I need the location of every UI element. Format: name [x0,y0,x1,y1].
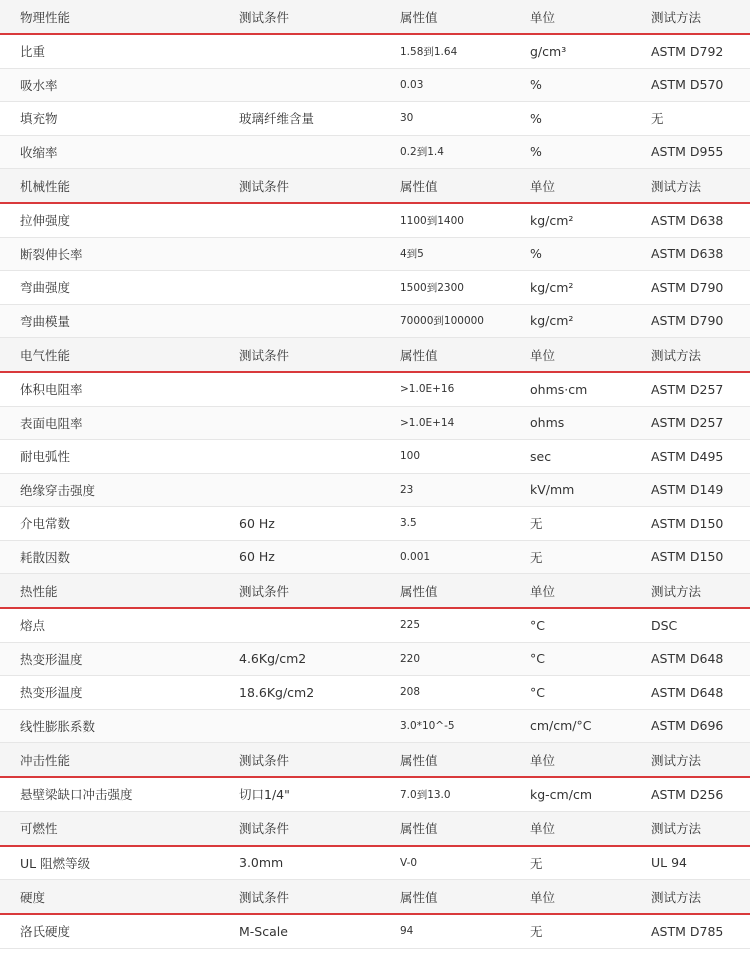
table-row [0,915,750,949]
section-header [0,880,750,915]
table-row [0,847,750,881]
property-name: 吸水率 [20,77,58,93]
unit: kV/mm [530,482,575,498]
property-name: 体积电阻率 [20,382,83,398]
table-row [0,710,750,744]
unit: cm/cm/°C [530,718,592,734]
unit: g/cm³ [530,43,567,59]
table-row [0,102,750,136]
header-value: 属性值 [400,821,438,836]
header-condition: 测试条件 [239,821,290,836]
unit: 无 [530,516,543,532]
table-row [0,305,750,339]
table-row [0,271,750,305]
property-value: 1500到2300 [400,281,464,294]
property-value: 23 [400,483,414,496]
property-value: >1.0E+14 [400,416,455,429]
property-name: 介电常数 [20,516,71,532]
property-name: 耗散因数 [20,549,71,565]
header-method: 测试方法 [651,178,702,194]
test-condition: 18.6Kg/cm2 [239,684,315,700]
test-method: UL 94 [651,855,687,871]
test-method: ASTM D257 [651,415,724,431]
header-unit: 单位 [530,752,556,768]
unit: % [530,246,542,262]
section-header [0,0,750,35]
unit: % [530,77,542,93]
section-header [0,169,750,204]
section-title: 热性能 [20,583,58,599]
test-method: ASTM D648 [651,651,724,667]
test-condition: 60 Hz [239,515,275,531]
header-value: 属性值 [400,583,438,599]
property-value: 3.5 [400,517,417,530]
table-row [0,676,750,710]
property-value: V-0 [400,856,418,869]
property-name: 绝缘穿击强度 [20,482,96,498]
header-unit: 单位 [530,347,556,363]
property-name: 拉伸强度 [20,213,71,229]
test-method: ASTM D648 [651,684,724,700]
test-method: ASTM D792 [651,43,724,59]
unit: % [530,110,542,126]
test-method: DSC [651,617,678,633]
test-method: ASTM D696 [651,718,724,734]
test-method: ASTM D150 [651,515,724,531]
header-condition: 测试条件 [239,9,290,25]
property-name: 洛氏硬度 [20,924,71,940]
property-value: 4到5 [400,248,424,261]
table-row [0,643,750,677]
property-name: 填充物 [20,111,58,127]
property-value: 100 [400,450,421,463]
unit: 无 [530,855,543,871]
header-value: 属性值 [400,347,438,363]
section-header [0,743,750,778]
test-method: ASTM D785 [651,923,724,939]
header-condition: 测试条件 [239,889,290,905]
header-method: 测试方法 [651,821,702,836]
header-method: 测试方法 [651,889,702,905]
table-row [0,474,750,508]
table-row [0,778,750,812]
header-condition: 测试条件 [239,752,290,768]
unit: ohms [530,415,565,431]
unit: °C [530,617,545,633]
property-name: 热变形温度 [20,651,83,667]
property-name: 收缩率 [20,144,58,160]
test-method: ASTM D790 [651,279,724,295]
unit: % [530,144,542,160]
property-value: 0.001 [400,550,431,563]
property-value: 30 [400,112,414,125]
table-row [0,204,750,238]
property-value: 0.03 [400,78,424,91]
table-row [0,136,750,170]
header-condition: 测试条件 [239,583,290,599]
header-unit: 单位 [530,9,556,25]
property-name: 比重 [20,44,46,60]
unit: 无 [530,924,543,940]
unit: kg/cm² [530,279,574,295]
unit: kg-cm/cm [530,786,592,802]
unit: kg/cm² [530,212,574,228]
test-method: ASTM D150 [651,549,724,565]
property-name: 表面电阻率 [20,415,83,431]
section-title: 电气性能 [20,347,71,363]
test-method: ASTM D638 [651,246,724,262]
property-value: 1100到1400 [400,214,464,227]
unit: ohms·cm [530,381,588,397]
header-unit: 单位 [530,178,556,194]
section-title: 物理性能 [20,9,71,25]
header-condition: 测试条件 [239,347,290,363]
table-row [0,69,750,103]
property-value: 220 [400,652,421,665]
table-row [0,609,750,643]
test-condition: 4.6Kg/cm2 [239,651,307,667]
header-unit: 单位 [530,889,556,905]
table-row [0,507,750,541]
test-condition: 60 Hz [239,549,275,565]
property-value: 0.2到1.4 [400,146,444,159]
section-header [0,812,750,847]
table-row [0,440,750,474]
header-value: 属性值 [400,178,438,194]
property-name: 热变形温度 [20,685,83,701]
test-method: ASTM D256 [651,786,724,802]
property-value: 94 [400,925,414,938]
property-name: 弯曲强度 [20,280,71,296]
header-value: 属性值 [400,752,438,768]
unit: kg/cm² [530,313,574,329]
property-value: 3.0*10^-5 [400,719,455,732]
section-header [0,574,750,609]
header-unit: 单位 [530,821,556,836]
header-value: 属性值 [400,9,438,25]
property-value: 70000到100000 [400,315,484,328]
header-method: 测试方法 [651,583,702,599]
section-title: 机械性能 [20,178,71,194]
test-condition: 3.0mm [239,855,284,871]
test-method: ASTM D495 [651,448,724,464]
property-value: >1.0E+16 [400,383,455,396]
header-method: 测试方法 [651,9,702,25]
section-title: 冲击性能 [20,752,71,768]
header-method: 测试方法 [651,347,702,363]
property-name: UL 阻燃等级 [20,855,91,871]
unit: °C [530,651,545,667]
header-condition: 测试条件 [239,178,290,194]
table-row [0,35,750,69]
table-row [0,541,750,575]
property-value: 208 [400,686,421,699]
table-row [0,407,750,441]
property-value: 1.58到1.64 [400,45,458,58]
test-condition: M-Scale [239,923,288,939]
property-name: 弯曲模量 [20,313,71,329]
unit: sec [530,448,552,464]
test-method: ASTM D149 [651,482,724,498]
unit: °C [530,684,545,700]
table-row [0,373,750,407]
property-name: 线性膨胀系数 [20,718,96,734]
unit: 无 [530,549,543,565]
section-title: 可燃性 [20,821,58,836]
header-value: 属性值 [400,889,438,905]
test-method: ASTM D638 [651,212,724,228]
section-header [0,338,750,373]
property-name: 耐电弧性 [20,449,71,465]
test-method: ASTM D570 [651,77,724,93]
test-condition: 切口1/4" [239,787,290,803]
property-name: 断裂伸长率 [20,246,83,262]
table-row [0,238,750,272]
header-method: 测试方法 [651,752,702,768]
header-unit: 单位 [530,583,556,599]
test-method: ASTM D955 [651,144,724,160]
test-method: ASTM D257 [651,381,724,397]
property-name: 悬壁梁缺口冲击强度 [20,787,133,803]
section-title: 硬度 [20,889,46,905]
test-method: 无 [651,111,664,127]
property-value: 225 [400,619,421,632]
test-method: ASTM D790 [651,313,724,329]
property-name: 熔点 [20,618,46,634]
property-value: 7.0到13.0 [400,788,451,801]
test-condition: 玻璃纤维含量 [239,111,315,127]
